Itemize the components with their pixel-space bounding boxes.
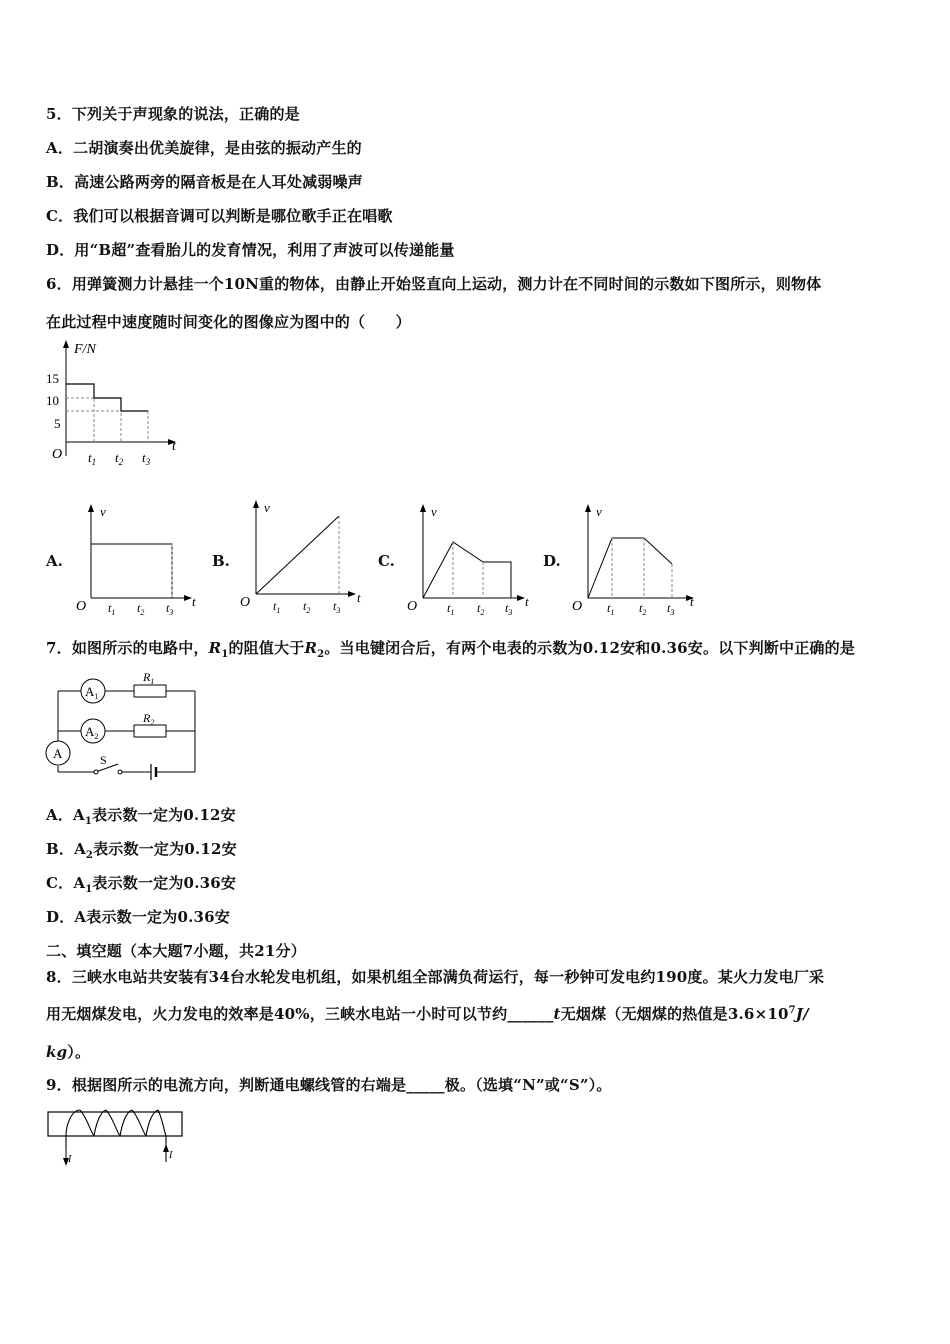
q9-solenoid-diagram <box>44 1106 189 1168</box>
q6-stem-line2: 在此过程中速度随时间变化的图像应为图中的（ ） <box>46 313 411 331</box>
q7-circuit-diagram <box>40 668 205 780</box>
q5-option-d: D．用“B超”查看胎儿的发育情况，利用了声波可以传递能量 <box>46 241 455 259</box>
q7-option-b: B．$A_2$表示数一定为0.12安 <box>46 840 237 861</box>
f-tick-10: 10 <box>46 393 59 408</box>
q5-option-a: A．二胡演奏出优美旋律，是由弦的振动产生的 <box>46 139 362 157</box>
q7-option-d: D．A表示数一定为0.36安 <box>46 908 230 926</box>
q7-option-c: C．$A_1$表示数一定为0.36安 <box>46 874 237 895</box>
q6-option-d-graph <box>568 500 703 618</box>
q6-a-t-label: t <box>192 594 196 609</box>
f-t3-label: $t_3$ <box>142 450 151 467</box>
ammeter-a2-label: $A_2$ <box>85 724 99 741</box>
q6-option-b-graph <box>236 496 366 618</box>
ammeter-a1-label: $A_1$ <box>85 684 99 701</box>
q6-d-t1: $t_1$ <box>607 601 615 617</box>
section-2-heading: 二、填空题（本大题7小题，共21分） <box>46 942 306 960</box>
q5-option-b: B．高速公路两旁的隔音板是在人耳处减弱噪声 <box>46 173 363 191</box>
q6-option-c-graph <box>403 500 535 618</box>
q6-a-t2: $t_2$ <box>137 601 145 617</box>
q6-a-origin: O <box>76 599 87 614</box>
q8-line2: 用无烟煤发电，火力发电的效率是40%，三峡水电站一小时可以节约______t无烟煤（无烟煤的热值是$3.6\times 10^7J/$ <box>46 1005 809 1023</box>
q6-stem-line1: 6．用弹簧测力计悬挂一个10N重的物体，由静止开始竖直向上运动，测力计在不同时间的示数如下图所示，则物体 <box>46 275 822 293</box>
q6-b-origin: O <box>240 595 251 610</box>
f-tick-5: 5 <box>54 416 61 431</box>
q6-b-t2: $t_2$ <box>303 599 311 615</box>
q6-c-t3: $t_3$ <box>505 601 513 617</box>
q7-stem: 7．如图所示的电路中，$R_1$的阻值大于$R_2$。当电键闭合后，有两个电表的示数为0.12安和0.36安。以下判断中正确的是 <box>46 639 856 660</box>
ammeter-a-label: A <box>53 746 63 761</box>
q6-option-c-letter: C. <box>378 552 395 570</box>
q6-option-a-graph <box>70 500 200 618</box>
f-origin: O <box>52 447 63 462</box>
q6-a-v-label: v <box>100 504 106 519</box>
q6-a-t3: $t_3$ <box>166 601 174 617</box>
f-t-axis-label: t <box>172 439 176 454</box>
q6-b-t-label: t <box>357 590 361 605</box>
q6-d-t-label: t <box>690 594 694 609</box>
q6-option-d-letter: D. <box>543 552 561 570</box>
q9-stem: 9．根据图所示的电流方向，判断通电螺线管的右端是_____极。（选填“N”或“S”）。 <box>46 1076 612 1094</box>
q6-d-origin: O <box>572 599 583 614</box>
q6-d-t2: $t_2$ <box>639 601 647 617</box>
f-axis-label: F/N <box>74 342 96 357</box>
q6-c-v-label: v <box>431 504 437 519</box>
q6-option-a-letter: A. <box>46 552 63 570</box>
force-time-graph <box>40 338 190 468</box>
q7-option-a: A．$A_1$表示数一定为0.12安 <box>46 806 236 827</box>
resistor-r2-label: $R_2$ <box>143 711 155 727</box>
q6-c-t1: $t_1$ <box>447 601 455 617</box>
q9-current-label-right: I <box>169 1150 173 1161</box>
q6-c-t2: $t_2$ <box>477 601 485 617</box>
q6-b-t1: $t_1$ <box>273 599 281 615</box>
q6-d-v-label: v <box>596 504 602 519</box>
q6-d-t3: $t_3$ <box>667 601 675 617</box>
q6-c-t-label: t <box>525 594 529 609</box>
f-tick-15: 15 <box>46 371 59 386</box>
q6-b-t3: $t_3$ <box>333 599 341 615</box>
resistor-r1-label: $R_1$ <box>143 670 155 686</box>
q6-option-b-letter: B. <box>212 552 230 570</box>
q9-current-label-left: I <box>68 1154 72 1165</box>
q8-line3: kg）。 <box>46 1043 91 1061</box>
q5-option-c: C．我们可以根据音调可以判断是哪位歌手正在唱歌 <box>46 207 393 225</box>
q6-a-t1: $t_1$ <box>108 601 116 617</box>
q6-b-v-label: v <box>264 500 270 515</box>
f-t2-label: $t_2$ <box>115 450 124 467</box>
f-t1-label: $t_1$ <box>88 450 97 467</box>
q6-c-origin: O <box>407 599 418 614</box>
q8-line1: 8．三峡水电站共安装有34台水轮发电机组，如果机组全部满负荷运行，每一秒钟可发电约190度。某火力发电厂采 <box>46 968 825 986</box>
switch-s-label: S <box>100 753 107 767</box>
q5-stem: 5．下列关于声现象的说法，正确的是 <box>46 105 300 123</box>
